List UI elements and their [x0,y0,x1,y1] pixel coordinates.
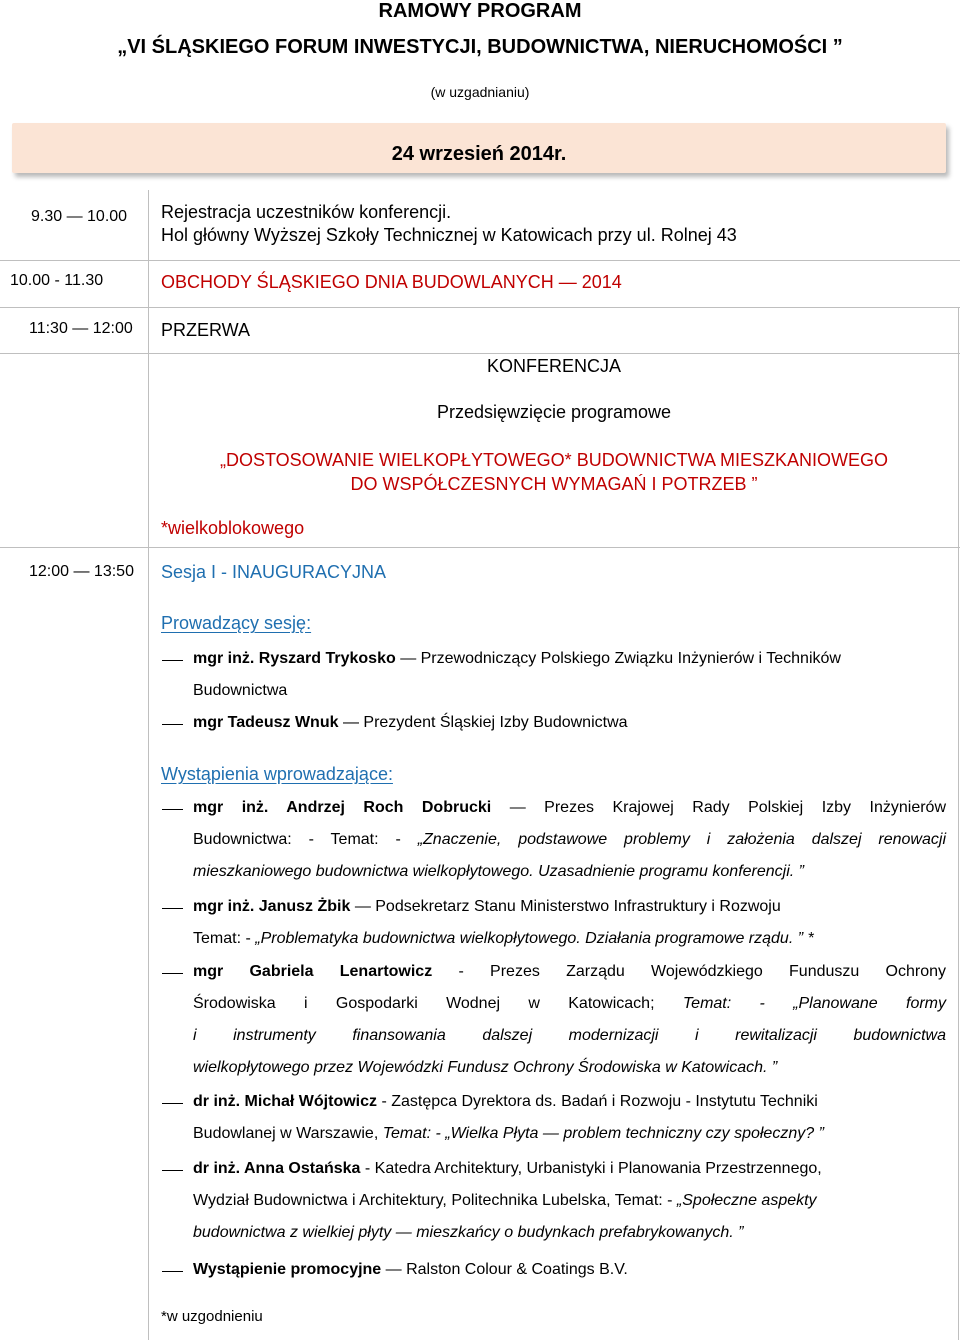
speaker-2-line2 [193,930,814,948]
time-slot: 10.00 - 11.30 [10,272,104,289]
topic-prefix: Temat: - [193,930,256,947]
topic-title: „Znaczenie, podstawowe problemy i założenia dalszej renowacji [417,831,946,848]
promo-label: Wystąpienie promocyjne [193,1261,382,1278]
promo-line [193,1261,628,1279]
speaker-name: mgr inż. Ryszard Trykosko [193,650,396,667]
event-date: 24 wrzesień 2014r. [391,143,567,165]
dash-bullet [162,1271,183,1272]
speaker-2-line1 [193,898,781,916]
intro-heading: Wystąpienia wprowadzające: [161,764,393,784]
footnote: *w uzgodnieniu [161,1308,263,1325]
speaker-role: Środowiska i Gospodarki Wodnej w Katowicach; [193,995,683,1012]
speaker-role: - Prezes Zarządu Wojewódzkiego Funduszu Ochrony [458,963,947,980]
moderator-1 [193,650,841,668]
theme-footnote: *wielkoblokowego [161,518,305,538]
time-slot: 9.30 — 10.00 [31,208,128,225]
topic-title: „Społeczne aspekty [676,1192,817,1209]
speaker-3-line4 [193,1059,777,1077]
speaker-role: — Prezydent Śląskiej Izby Budownictwa [342,714,628,731]
row-divider [0,307,960,308]
dash-bullet [162,1103,183,1104]
registration-location: Hol główny Wyższej Szkoły Technicznej w Katowicach przy ul. Rolnej 43 [161,225,737,245]
topic-title: wielkopłytowego przez Wojewódzki Fundusz Ochrony Środowiska w Katowicach. ” [193,1059,778,1076]
dash-bullet [162,724,183,725]
topic-title: budownictwa z wielkiej płyty — mieszkańcy o budynkach prefabrykowanych. ” [193,1224,744,1241]
dash-bullet [162,660,183,661]
speaker-name: mgr Gabriela Lenartowicz [193,963,433,980]
forum-name: „VI ŚLĄSKIEGO FORUM INWESTYCJI, BUDOWNICTWA, NIERUCHOMOŚCI ” [117,36,843,58]
break-label: PRZERWA [161,320,251,340]
speaker-role: - Katedra Architektury, Urbanistyki i Planowania Przestrzennego, [364,1160,822,1177]
conference-theme-line1: „DOSTOSOWANIE WIELKOPŁYTOWEGO* BUDOWNICTWA MIESZKANIOWEGO [219,450,889,470]
speaker-name: dr inż. Anna Ostańska [193,1160,361,1177]
table-right-border [958,307,959,1340]
speaker-role: Budowlanej w Warszawie, [193,1125,383,1142]
speaker-name: mgr inż. Janusz Żbik [193,898,351,915]
speaker-1-line1 [193,799,946,817]
program-title: RAMOWY PROGRAM [378,0,582,22]
speaker-name: dr inż. Michał Wójtowicz [193,1093,377,1110]
conference-label: KONFERENCJA [486,356,621,376]
moderator-2 [193,714,628,732]
dash-bullet [162,809,183,810]
speaker-role: — Podsekretarz Stanu Ministerstwo Infrastruktury i Rozwoju [354,898,781,915]
speaker-5-line2 [193,1192,817,1210]
status-note: (w uzgadnianiu) [430,84,530,100]
celebration-title: OBCHODY ŚLĄSKIEGO DNIA BUDOWLANYCH — 2014 [161,272,622,292]
speaker-5-line3 [193,1224,743,1242]
column-divider [148,190,149,1340]
speaker-role: — Prezes Krajowej Rady Polskiej Izby Inżynierów [509,799,947,816]
registration-text: Rejestracja uczestników konferencji. [161,202,452,222]
topic-title: mieszkaniowego budownictwa wielkopłytowego. Uzasadnienie programu konferencji. ” [193,863,804,880]
speaker-role: Wydział Budownictwa i Architektury, Politechnika Lubelska, Temat: - [193,1192,677,1209]
speaker-name: mgr inż. Andrzej Roch Dobrucki [193,799,492,816]
speaker-3-line3 [193,1027,946,1045]
conference-theme-line2: DO WSPÓŁCZESNYCH WYMAGAŃ I POTRZEB ” [350,474,758,494]
topic-title: Temat: - „Planowane formy [682,995,947,1012]
speaker-3-line2 [193,995,946,1013]
row-divider [0,547,960,548]
speaker-5-line1 [193,1160,822,1178]
time-slot: 11:30 — 12:00 [29,320,133,337]
topic-title: Temat: - „Wielka Płyta — problem techniczny czy społeczny? ” [382,1125,824,1142]
speaker-name: mgr Tadeusz Wnuk [193,714,339,731]
speaker-4-line1 [193,1093,818,1111]
date-banner [12,123,946,173]
speaker-4-line2 [193,1125,824,1143]
topic-title: i instrumenty finansowania dalszej modernizacji i rewitalizacji budownictwa [193,1027,946,1044]
row-divider [0,353,960,354]
moderator-1-cont: Budownictwa [193,682,288,699]
speaker-3-line1 [193,963,946,981]
moderators-heading: Prowadzący sesję: [161,613,312,633]
promo-company: — Ralston Colour & Coatings B.V. [385,1261,628,1278]
topic-title: „Problematyka budownictwa wielkopłytowego. Działania programowe rządu. ” * [255,930,814,947]
dash-bullet [162,1170,183,1171]
conference-subtitle: Przedsięwzięcie programowe [436,402,672,422]
dash-bullet [162,973,183,974]
speaker-role: — Przewodniczący Polskiego Związku Inżynierów i Techników [400,650,841,667]
speaker-1-line2 [193,831,946,849]
session-title: Sesja I - INAUGURACYJNA [161,562,387,582]
speaker-role: - Zastępca Dyrektora ds. Badań i Rozwoju - Instytutu Techniki [381,1093,818,1110]
time-slot: 12:00 — 13:50 [29,563,134,580]
dash-bullet [162,908,183,909]
speaker-1-line3 [193,863,804,881]
row-divider [0,260,960,261]
topic-prefix: Budownictwa: - Temat: - [193,831,418,848]
